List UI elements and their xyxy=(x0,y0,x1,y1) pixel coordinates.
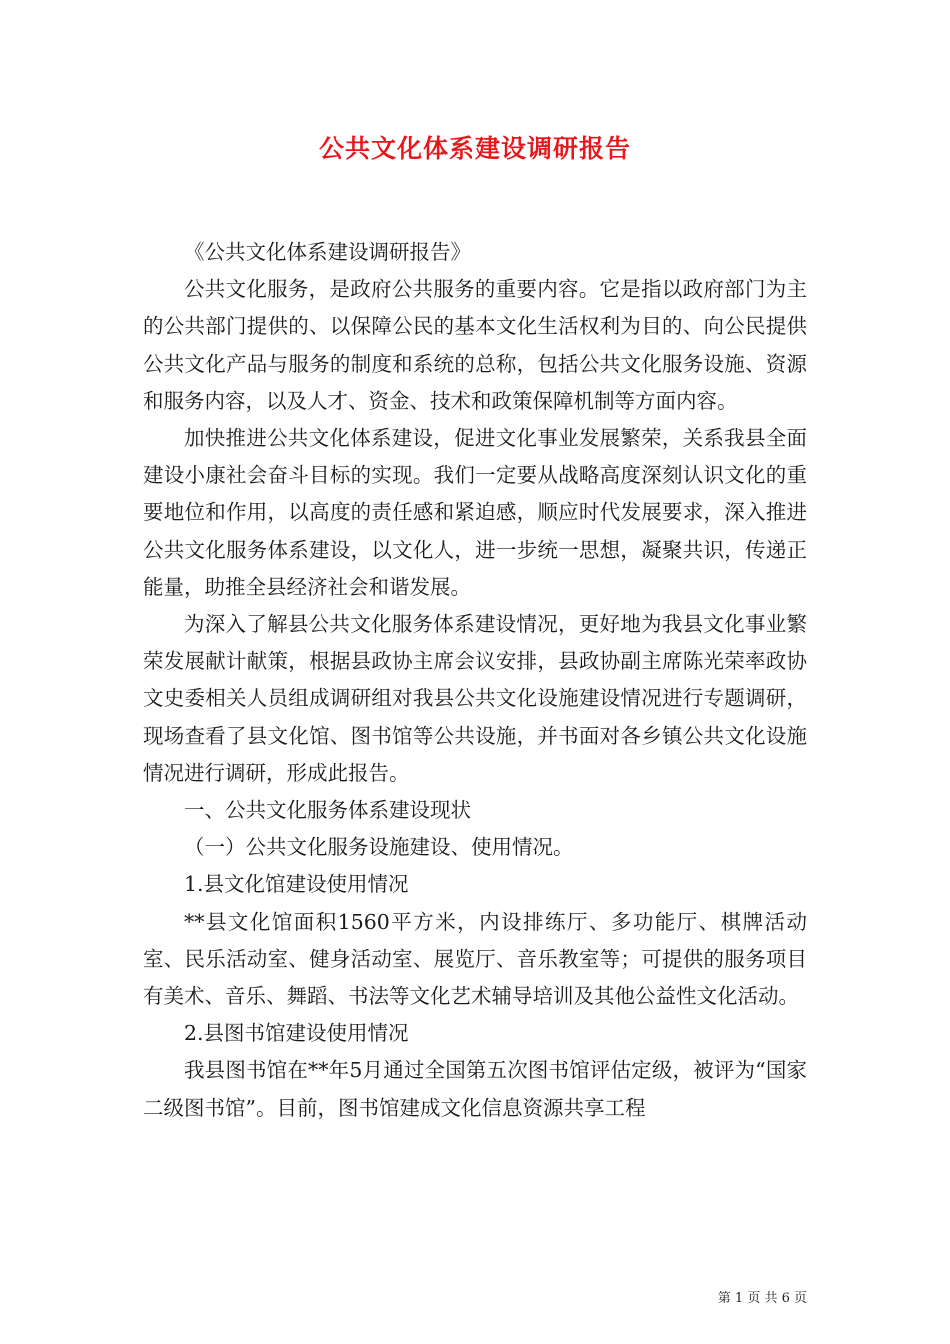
paragraph-investigation: 为深入了解县公共文化服务体系建设情况，更好地为我县文化事业繁荣发展献计献策，根据县政协主席会议安排，县政协副主席陈光荣率政协文史委相关人员组成调研组对我县公共文化设施建设情况进行专题调研，现场查看了县文化馆、图书馆等公共设施，并书面对各乡镇公共文化设施情况进行调研，形成此报告。 xyxy=(143,612,807,785)
item-heading-cultural-center: 1.县文化馆建设使用情况 xyxy=(184,872,409,897)
paragraph-importance: 加快推进公共文化体系建设，促进文化事业发展繁荣，关系我县全面建设小康社会奋斗目标的实现。我们一定要从战略高度深刻认识文化的重要地位和作用，以高度的责任感和紧迫感，顺应时代发展要求，深入推进公共文化服务体系建设，以文化人，进一步统一思想，凝聚共识，传递正能量，助推全县经济社会和谐发展。 xyxy=(143,426,807,599)
page-number: 第 1 页 共 6 页 xyxy=(717,1291,807,1306)
paragraph-report-name: 《公共文化体系建设调研报告》 xyxy=(184,240,471,264)
paragraph-cultural-center: **县文化馆面积1560平方米，内设排练厅、多功能厅、棋牌活动室、民乐活动室、健身活动室、展览厅、音乐教室等；可提供的服务项目有美术、音乐、舞蹈、书法等文化艺术辅导培训及其他公益性文化活动。 xyxy=(143,909,807,1009)
page-title: 公共文化体系建设调研报告 xyxy=(318,134,631,163)
document-body xyxy=(143,234,807,1127)
item-heading-library: 2.县图书馆建设使用情况 xyxy=(184,1021,409,1046)
section-heading-status: 一、公共文化服务体系建设现状 xyxy=(184,798,471,823)
paragraph-library: 我县图书馆在**年5月通过全国第五次图书馆评估定级，被评为“国家二级图书馆”。目前，图书馆建成文化信息资源共享工程 xyxy=(143,1058,807,1120)
subsection-heading-facilities: （一）公共文化服务设施建设、使用情况。 xyxy=(184,835,574,860)
paragraph-definition: 公共文化服务，是政府公共服务的重要内容。它是指以政府部门为主的公共部门提供的、以保障公民的基本文化生活权利为目的、向公民提供公共文化产品与服务的制度和系统的总称，包括公共文化服务设施、资源和服务内容，以及人才、资金、技术和政策保障机制等方面内容。 xyxy=(143,277,807,413)
